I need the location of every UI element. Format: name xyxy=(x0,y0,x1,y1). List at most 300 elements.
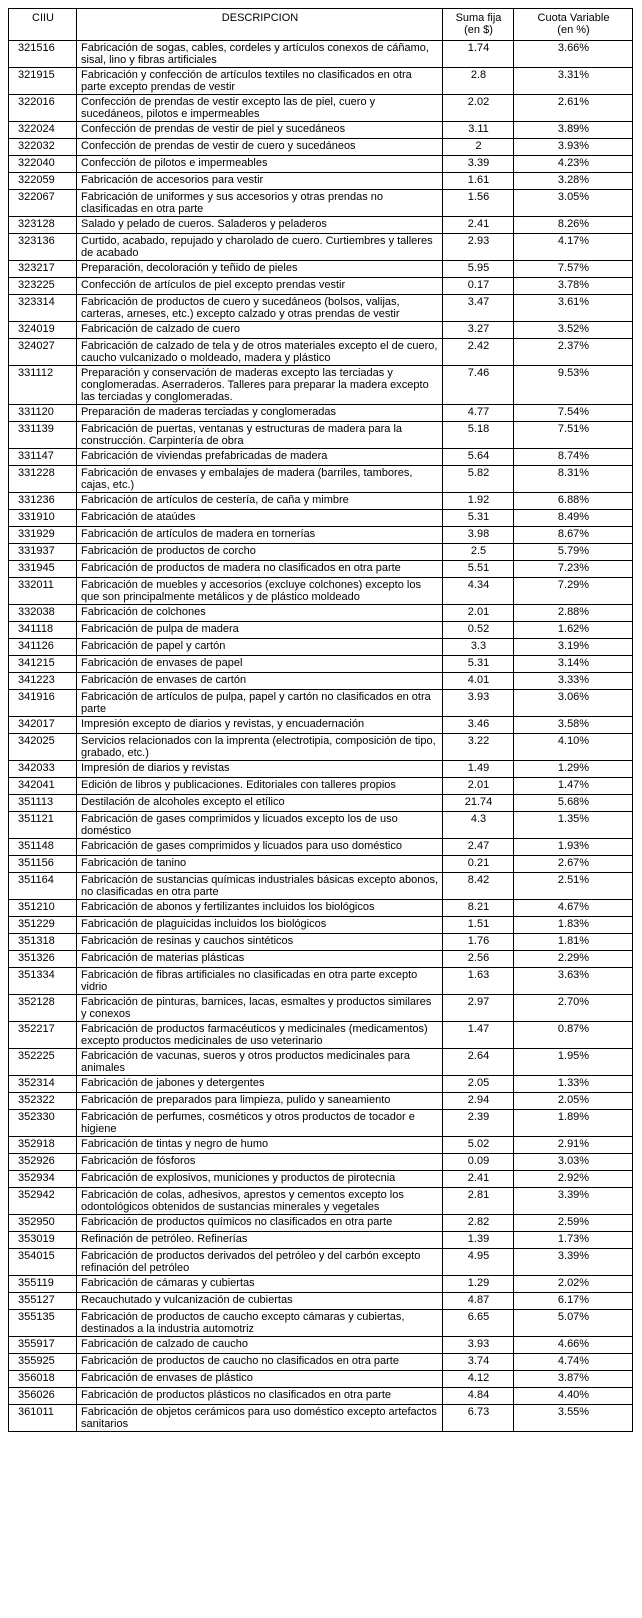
table-row xyxy=(9,295,633,322)
table-row xyxy=(9,1093,633,1110)
table-row xyxy=(9,717,633,734)
cell-description: Fabricación de accesorios para vestir xyxy=(77,173,443,190)
cell-ciiu-code: 322016 xyxy=(9,95,77,122)
table-row xyxy=(9,1049,633,1076)
cell-suma-fija: 2.41 xyxy=(443,1171,514,1188)
cell-suma-fija: 2.02 xyxy=(443,95,514,122)
cell-description: Fabricación de envases de papel xyxy=(77,656,443,673)
cell-ciiu-code: 352217 xyxy=(9,1022,77,1049)
cell-cuota-variable: 4.23% xyxy=(514,156,633,173)
cell-cuota-variable: 5.79% xyxy=(514,544,633,561)
cell-description: Fabricación de jabones y detergentes xyxy=(77,1076,443,1093)
cell-suma-fija: 3.11 xyxy=(443,122,514,139)
table-row xyxy=(9,510,633,527)
table-row xyxy=(9,917,633,934)
cell-suma-fija: 2.94 xyxy=(443,1093,514,1110)
cell-cuota-variable: 0.87% xyxy=(514,1022,633,1049)
cell-suma-fija: 2.41 xyxy=(443,217,514,234)
cell-cuota-variable: 1.62% xyxy=(514,622,633,639)
cell-cuota-variable: 4.17% xyxy=(514,234,633,261)
cell-description: Fabricación de muebles y accesorios (excluye colchones) excepto los que son principalmente metálicos y de plástico moldeado xyxy=(77,578,443,605)
cell-suma-fija: 0.21 xyxy=(443,856,514,873)
table-row xyxy=(9,278,633,295)
cell-ciiu-code: 351229 xyxy=(9,917,77,934)
cell-ciiu-code: 341215 xyxy=(9,656,77,673)
cell-ciiu-code: 323217 xyxy=(9,261,77,278)
cell-description: Fabricación de productos de corcho xyxy=(77,544,443,561)
table-row xyxy=(9,156,633,173)
table-row xyxy=(9,968,633,995)
cell-description: Fabricación de pulpa de madera xyxy=(77,622,443,639)
cell-ciiu-code: 351164 xyxy=(9,873,77,900)
cell-description: Fabricación y confección de artículos textiles no clasificados en otra parte excepto prendas de vestir xyxy=(77,68,443,95)
cell-ciiu-code: 322067 xyxy=(9,190,77,217)
cell-suma-fija: 4.01 xyxy=(443,673,514,690)
cell-suma-fija: 3.22 xyxy=(443,734,514,761)
cell-suma-fija: 5.18 xyxy=(443,422,514,449)
cell-ciiu-code: 323314 xyxy=(9,295,77,322)
cell-ciiu-code: 342033 xyxy=(9,761,77,778)
cell-cuota-variable: 3.19% xyxy=(514,639,633,656)
cell-cuota-variable: 1.89% xyxy=(514,1110,633,1137)
cell-description: Confección de prendas de vestir excepto las de piel, cuero y sucedáneos, pilotos e impermeables xyxy=(77,95,443,122)
cell-cuota-variable: 4.40% xyxy=(514,1388,633,1405)
cell-suma-fija: 3.39 xyxy=(443,156,514,173)
cell-ciiu-code: 331236 xyxy=(9,493,77,510)
cell-description: Preparación de maderas terciadas y conglomeradas xyxy=(77,405,443,422)
cell-description: Confección de pilotos e impermeables xyxy=(77,156,443,173)
cell-cuota-variable: 3.63% xyxy=(514,968,633,995)
cell-cuota-variable: 3.66% xyxy=(514,41,633,68)
table-row xyxy=(9,339,633,366)
cell-ciiu-code: 356026 xyxy=(9,1388,77,1405)
cell-suma-fija: 5.02 xyxy=(443,1137,514,1154)
cell-suma-fija: 1.49 xyxy=(443,761,514,778)
table-row xyxy=(9,1337,633,1354)
table-row xyxy=(9,449,633,466)
cell-description: Salado y pelado de cueros. Saladeros y peladeros xyxy=(77,217,443,234)
table-row xyxy=(9,995,633,1022)
cell-description: Edición de libros y publicaciones. Editoriales con talleres propios xyxy=(77,778,443,795)
cell-description: Fabricación de productos de caucho excepto cámaras y cubiertas, destinados a la industria automotriz xyxy=(77,1310,443,1337)
cell-description: Fabricación de viviendas prefabricadas de madera xyxy=(77,449,443,466)
table-row xyxy=(9,622,633,639)
table-row xyxy=(9,1405,633,1432)
table-row xyxy=(9,1022,633,1049)
cell-suma-fija: 2.97 xyxy=(443,995,514,1022)
table-row xyxy=(9,856,633,873)
cell-ciiu-code: 322040 xyxy=(9,156,77,173)
table-row xyxy=(9,1110,633,1137)
table-row xyxy=(9,812,633,839)
table-row xyxy=(9,1249,633,1276)
cell-ciiu-code: 354015 xyxy=(9,1249,77,1276)
cell-suma-fija: 1.76 xyxy=(443,934,514,951)
cell-suma-fija: 3.47 xyxy=(443,295,514,322)
cell-description: Fabricación de fósforos xyxy=(77,1154,443,1171)
table-row xyxy=(9,422,633,449)
cell-suma-fija: 6.73 xyxy=(443,1405,514,1432)
cell-description: Fabricación de ataúdes xyxy=(77,510,443,527)
table-body xyxy=(9,41,633,1432)
cell-description: Fabricación de envases de plástico xyxy=(77,1371,443,1388)
cell-cuota-variable: 2.37% xyxy=(514,339,633,366)
cell-ciiu-code: 331139 xyxy=(9,422,77,449)
header-cuota-variable: Cuota Variable (en %) xyxy=(514,9,633,41)
table-row xyxy=(9,639,633,656)
cell-suma-fija: 2.56 xyxy=(443,951,514,968)
table-row xyxy=(9,934,633,951)
cell-ciiu-code: 322024 xyxy=(9,122,77,139)
cell-ciiu-code: 341126 xyxy=(9,639,77,656)
cell-description: Fabricación de vacunas, sueros y otros productos medicinales para animales xyxy=(77,1049,443,1076)
cell-suma-fija: 1.61 xyxy=(443,173,514,190)
cell-suma-fija: 2.39 xyxy=(443,1110,514,1137)
cell-cuota-variable: 3.61% xyxy=(514,295,633,322)
cell-ciiu-code: 323136 xyxy=(9,234,77,261)
table-row xyxy=(9,690,633,717)
cell-suma-fija: 4.12 xyxy=(443,1371,514,1388)
cell-suma-fija: 4.84 xyxy=(443,1388,514,1405)
cell-cuota-variable: 2.61% xyxy=(514,95,633,122)
table-row xyxy=(9,173,633,190)
table-row xyxy=(9,366,633,405)
cell-cuota-variable: 3.93% xyxy=(514,139,633,156)
table-row xyxy=(9,1137,633,1154)
cell-cuota-variable: 1.83% xyxy=(514,917,633,934)
cell-ciiu-code: 331147 xyxy=(9,449,77,466)
cell-suma-fija: 5.82 xyxy=(443,466,514,493)
cell-description: Fabricación de resinas y cauchos sintéticos xyxy=(77,934,443,951)
cell-ciiu-code: 342041 xyxy=(9,778,77,795)
cell-cuota-variable: 3.58% xyxy=(514,717,633,734)
table-row xyxy=(9,1388,633,1405)
cell-cuota-variable: 3.89% xyxy=(514,122,633,139)
cell-suma-fija: 1.56 xyxy=(443,190,514,217)
cell-description: Fabricación de cámaras y cubiertas xyxy=(77,1276,443,1293)
cell-description: Fabricación de explosivos, municiones y productos de pirotecnia xyxy=(77,1171,443,1188)
cell-suma-fija: 0.09 xyxy=(443,1154,514,1171)
cell-description: Fabricación de artículos de pulpa, papel y cartón no clasificados en otra parte xyxy=(77,690,443,717)
table-row xyxy=(9,1293,633,1310)
cell-suma-fija: 2.01 xyxy=(443,605,514,622)
table-row xyxy=(9,839,633,856)
cell-cuota-variable: 4.67% xyxy=(514,900,633,917)
header-descripcion: DESCRIPCION xyxy=(77,9,443,41)
cell-suma-fija: 1.63 xyxy=(443,968,514,995)
cell-suma-fija: 2.5 xyxy=(443,544,514,561)
cell-description: Fabricación de productos de cuero y sucedáneos (bolsos, valijas, carteras, arneses, etc.) excepto calzado y otras prendas de vestir xyxy=(77,295,443,322)
table-row xyxy=(9,1188,633,1215)
cell-suma-fija: 1.74 xyxy=(443,41,514,68)
cell-suma-fija: 1.47 xyxy=(443,1022,514,1049)
cell-description: Curtido, acabado, repujado y charolado de cuero. Curtiembres y talleres de acabado xyxy=(77,234,443,261)
cell-cuota-variable: 8.67% xyxy=(514,527,633,544)
cell-cuota-variable: 1.95% xyxy=(514,1049,633,1076)
cell-suma-fija: 5.64 xyxy=(443,449,514,466)
cell-description: Fabricación de envases de cartón xyxy=(77,673,443,690)
cell-ciiu-code: 322059 xyxy=(9,173,77,190)
cell-suma-fija: 3.27 xyxy=(443,322,514,339)
cell-ciiu-code: 352918 xyxy=(9,1137,77,1154)
cell-ciiu-code: 351318 xyxy=(9,934,77,951)
table-row xyxy=(9,1371,633,1388)
cell-suma-fija: 8.21 xyxy=(443,900,514,917)
cell-ciiu-code: 351113 xyxy=(9,795,77,812)
cell-cuota-variable: 3.05% xyxy=(514,190,633,217)
cell-cuota-variable: 2.59% xyxy=(514,1215,633,1232)
cell-cuota-variable: 7.54% xyxy=(514,405,633,422)
table-row xyxy=(9,1076,633,1093)
cell-cuota-variable: 1.93% xyxy=(514,839,633,856)
cell-ciiu-code: 331120 xyxy=(9,405,77,422)
cell-ciiu-code: 356018 xyxy=(9,1371,77,1388)
cell-cuota-variable: 8.74% xyxy=(514,449,633,466)
cell-cuota-variable: 8.31% xyxy=(514,466,633,493)
cell-ciiu-code: 324027 xyxy=(9,339,77,366)
cell-cuota-variable: 8.49% xyxy=(514,510,633,527)
cell-cuota-variable: 9.53% xyxy=(514,366,633,405)
cell-cuota-variable: 4.66% xyxy=(514,1337,633,1354)
table-header xyxy=(9,9,633,41)
cell-cuota-variable: 7.29% xyxy=(514,578,633,605)
cell-suma-fija: 2.64 xyxy=(443,1049,514,1076)
cell-description: Fabricación de tanino xyxy=(77,856,443,873)
cell-suma-fija: 2.01 xyxy=(443,778,514,795)
cell-suma-fija: 21.74 xyxy=(443,795,514,812)
cell-description: Fabricación de uniformes y sus accesorios y otras prendas no clasificadas en otra parte xyxy=(77,190,443,217)
cell-ciiu-code: 352950 xyxy=(9,1215,77,1232)
cell-ciiu-code: 355119 xyxy=(9,1276,77,1293)
cell-ciiu-code: 355917 xyxy=(9,1337,77,1354)
cell-suma-fija: 1.39 xyxy=(443,1232,514,1249)
cell-suma-fija: 2.93 xyxy=(443,234,514,261)
cell-suma-fija: 0.52 xyxy=(443,622,514,639)
cell-description: Fabricación de productos químicos no clasificados en otra parte xyxy=(77,1215,443,1232)
cell-suma-fija: 4.34 xyxy=(443,578,514,605)
cell-suma-fija: 2.42 xyxy=(443,339,514,366)
table-row xyxy=(9,544,633,561)
cell-suma-fija: 3.93 xyxy=(443,690,514,717)
cell-description: Preparación, decoloración y teñido de pieles xyxy=(77,261,443,278)
cell-cuota-variable: 2.91% xyxy=(514,1137,633,1154)
cell-ciiu-code: 352942 xyxy=(9,1188,77,1215)
cell-ciiu-code: 331910 xyxy=(9,510,77,527)
table-row xyxy=(9,234,633,261)
cell-suma-fija: 4.87 xyxy=(443,1293,514,1310)
table-row xyxy=(9,1310,633,1337)
cell-description: Fabricación de productos farmacéuticos y medicinales (medicamentos) excepto productos medicinales de uso veterinario xyxy=(77,1022,443,1049)
table-row xyxy=(9,1154,633,1171)
cell-suma-fija: 3.74 xyxy=(443,1354,514,1371)
cell-ciiu-code: 341916 xyxy=(9,690,77,717)
cell-ciiu-code: 351148 xyxy=(9,839,77,856)
cell-suma-fija: 5.31 xyxy=(443,510,514,527)
cell-description: Fabricación de perfumes, cosméticos y otros productos de tocador e higiene xyxy=(77,1110,443,1137)
cell-cuota-variable: 6.88% xyxy=(514,493,633,510)
cell-ciiu-code: 332011 xyxy=(9,578,77,605)
cell-suma-fija: 4.77 xyxy=(443,405,514,422)
table-row xyxy=(9,578,633,605)
cell-ciiu-code: 323225 xyxy=(9,278,77,295)
cell-description: Fabricación de calzado de caucho xyxy=(77,1337,443,1354)
table-row xyxy=(9,734,633,761)
table-row xyxy=(9,95,633,122)
table-row xyxy=(9,605,633,622)
table-row xyxy=(9,1276,633,1293)
table-row xyxy=(9,139,633,156)
cell-description: Fabricación de colas, adhesivos, aprestos y cementos excepto los odontológicos obtenidos de sustancias minerales y vegetales xyxy=(77,1188,443,1215)
cell-cuota-variable: 1.81% xyxy=(514,934,633,951)
table-row xyxy=(9,778,633,795)
cell-description: Fabricación de productos derivados del petróleo y del carbón excepto refinación del petróleo xyxy=(77,1249,443,1276)
cell-suma-fija: 6.65 xyxy=(443,1310,514,1337)
header-suma-fija: Suma fija (en $) xyxy=(443,9,514,41)
header-ciiu: CIIU xyxy=(9,9,77,41)
cell-cuota-variable: 7.57% xyxy=(514,261,633,278)
table-row xyxy=(9,122,633,139)
cell-description: Fabricación de colchones xyxy=(77,605,443,622)
cell-cuota-variable: 2.92% xyxy=(514,1171,633,1188)
ciiu-rates-table xyxy=(8,8,633,1432)
cell-cuota-variable: 2.88% xyxy=(514,605,633,622)
cell-description: Fabricación de plaguicidas incluidos los biológicos xyxy=(77,917,443,934)
cell-suma-fija: 2.05 xyxy=(443,1076,514,1093)
table-row xyxy=(9,405,633,422)
table-row xyxy=(9,322,633,339)
cell-description: Fabricación de productos de caucho no clasificados en otra parte xyxy=(77,1354,443,1371)
cell-ciiu-code: 342017 xyxy=(9,717,77,734)
cell-suma-fija: 0.17 xyxy=(443,278,514,295)
cell-cuota-variable: 4.74% xyxy=(514,1354,633,1371)
cell-suma-fija: 5.31 xyxy=(443,656,514,673)
cell-description: Fabricación de pinturas, barnices, lacas, esmaltes y productos similares y conexos xyxy=(77,995,443,1022)
cell-cuota-variable: 3.39% xyxy=(514,1249,633,1276)
cell-suma-fija: 3.93 xyxy=(443,1337,514,1354)
cell-cuota-variable: 3.06% xyxy=(514,690,633,717)
cell-suma-fija: 5.51 xyxy=(443,561,514,578)
cell-ciiu-code: 352322 xyxy=(9,1093,77,1110)
cell-cuota-variable: 3.31% xyxy=(514,68,633,95)
cell-suma-fija: 7.46 xyxy=(443,366,514,405)
cell-description: Fabricación de artículos de cestería, de caña y mimbre xyxy=(77,493,443,510)
cell-cuota-variable: 1.73% xyxy=(514,1232,633,1249)
cell-suma-fija: 4.3 xyxy=(443,812,514,839)
cell-description: Recauchutado y vulcanización de cubiertas xyxy=(77,1293,443,1310)
cell-description: Confección de prendas de vestir de cuero y sucedáneos xyxy=(77,139,443,156)
cell-description: Fabricación de fibras artificiales no clasificadas en otra parte excepto vidrio xyxy=(77,968,443,995)
cell-cuota-variable: 5.68% xyxy=(514,795,633,812)
header-row xyxy=(9,9,633,41)
cell-description: Fabricación de gases comprimidos y licuados para uso doméstico xyxy=(77,839,443,856)
table-row xyxy=(9,951,633,968)
cell-description: Fabricación de productos plásticos no clasificados en otra parte xyxy=(77,1388,443,1405)
cell-ciiu-code: 352926 xyxy=(9,1154,77,1171)
cell-ciiu-code: 361011 xyxy=(9,1405,77,1432)
cell-description: Fabricación de papel y cartón xyxy=(77,639,443,656)
cell-cuota-variable: 2.29% xyxy=(514,951,633,968)
cell-description: Refinación de petróleo. Refinerías xyxy=(77,1232,443,1249)
table-row xyxy=(9,493,633,510)
table-row xyxy=(9,1215,633,1232)
table-row xyxy=(9,761,633,778)
table-row xyxy=(9,561,633,578)
cell-cuota-variable: 2.70% xyxy=(514,995,633,1022)
cell-description: Fabricación de gases comprimidos y licuados excepto los de uso doméstico xyxy=(77,812,443,839)
cell-suma-fija: 1.92 xyxy=(443,493,514,510)
cell-description: Fabricación de objetos cerámicos para uso doméstico excepto artefactos sanitarios xyxy=(77,1405,443,1432)
table-row xyxy=(9,873,633,900)
table-row xyxy=(9,673,633,690)
cell-suma-fija: 2.8 xyxy=(443,68,514,95)
cell-description: Fabricación de abonos y fertilizantes incluidos los biológicos xyxy=(77,900,443,917)
table-row xyxy=(9,795,633,812)
table-row xyxy=(9,41,633,68)
cell-ciiu-code: 351326 xyxy=(9,951,77,968)
cell-cuota-variable: 3.78% xyxy=(514,278,633,295)
cell-ciiu-code: 352128 xyxy=(9,995,77,1022)
cell-cuota-variable: 4.10% xyxy=(514,734,633,761)
cell-description: Preparación y conservación de maderas excepto las terciadas y conglomeradas. Aserraderos. Talleres para preparar la madera excepto las terciadas y conglomeradas. xyxy=(77,366,443,405)
cell-ciiu-code: 355925 xyxy=(9,1354,77,1371)
cell-cuota-variable: 2.51% xyxy=(514,873,633,900)
cell-suma-fija: 3.3 xyxy=(443,639,514,656)
cell-cuota-variable: 2.05% xyxy=(514,1093,633,1110)
cell-cuota-variable: 3.52% xyxy=(514,322,633,339)
cell-ciiu-code: 342025 xyxy=(9,734,77,761)
cell-cuota-variable: 8.26% xyxy=(514,217,633,234)
cell-cuota-variable: 3.33% xyxy=(514,673,633,690)
cell-suma-fija: 3.98 xyxy=(443,527,514,544)
cell-description: Impresión de diarios y revistas xyxy=(77,761,443,778)
cell-suma-fija: 4.95 xyxy=(443,1249,514,1276)
cell-description: Fabricación de puertas, ventanas y estructuras de madera para la construcción. Carpintería de obra xyxy=(77,422,443,449)
cell-description: Fabricación de preparados para limpieza, pulido y saneamiento xyxy=(77,1093,443,1110)
cell-ciiu-code: 352314 xyxy=(9,1076,77,1093)
cell-cuota-variable: 3.87% xyxy=(514,1371,633,1388)
cell-description: Impresión excepto de diarios y revistas, y encuadernación xyxy=(77,717,443,734)
cell-cuota-variable: 2.67% xyxy=(514,856,633,873)
cell-cuota-variable: 5.07% xyxy=(514,1310,633,1337)
cell-ciiu-code: 331929 xyxy=(9,527,77,544)
cell-ciiu-code: 331112 xyxy=(9,366,77,405)
cell-ciiu-code: 321516 xyxy=(9,41,77,68)
cell-ciiu-code: 331228 xyxy=(9,466,77,493)
cell-description: Confección de prendas de vestir de piel y sucedáneos xyxy=(77,122,443,139)
cell-cuota-variable: 3.03% xyxy=(514,1154,633,1171)
table-row xyxy=(9,190,633,217)
cell-ciiu-code: 331945 xyxy=(9,561,77,578)
table-row xyxy=(9,1171,633,1188)
cell-cuota-variable: 1.29% xyxy=(514,761,633,778)
cell-description: Fabricación de calzado de cuero xyxy=(77,322,443,339)
cell-description: Fabricación de envases y embalajes de madera (barriles, tambores, cajas, etc.) xyxy=(77,466,443,493)
cell-cuota-variable: 3.14% xyxy=(514,656,633,673)
cell-suma-fija: 2.82 xyxy=(443,1215,514,1232)
cell-suma-fija: 8.42 xyxy=(443,873,514,900)
table-row xyxy=(9,900,633,917)
cell-description: Confección de artículos de piel excepto prendas vestir xyxy=(77,278,443,295)
cell-cuota-variable: 7.23% xyxy=(514,561,633,578)
cell-cuota-variable: 7.51% xyxy=(514,422,633,449)
cell-cuota-variable: 3.39% xyxy=(514,1188,633,1215)
cell-ciiu-code: 352330 xyxy=(9,1110,77,1137)
cell-ciiu-code: 351334 xyxy=(9,968,77,995)
cell-description: Fabricación de materias plásticas xyxy=(77,951,443,968)
cell-description: Fabricación de calzado de tela y de otros materiales excepto el de cuero, caucho vulcanizado o moldeado, madera y plástico xyxy=(77,339,443,366)
cell-ciiu-code: 323128 xyxy=(9,217,77,234)
cell-cuota-variable: 3.55% xyxy=(514,1405,633,1432)
